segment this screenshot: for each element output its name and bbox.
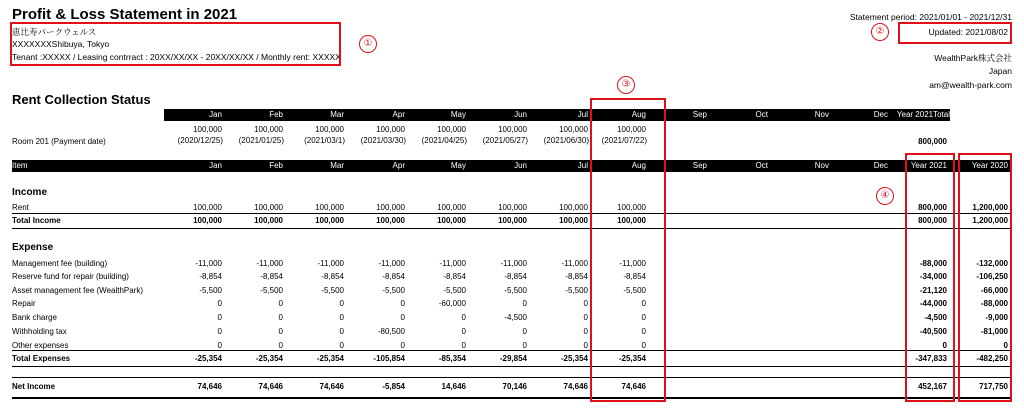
table-cell: -11,000 [619,259,646,268]
row-label: Net Income [12,382,56,391]
pl-month-header: Jun [514,161,527,170]
table-cell: 0 [641,341,646,350]
table-cell: 70,146 [502,382,527,391]
table-cell: 0 [461,313,466,322]
row-label: Reserve fund for repair (building) [12,272,129,281]
table-cell: -8,854 [321,272,344,281]
table-cell: 0 [217,313,222,322]
table-cell: 0 [339,299,344,308]
rent-month-header: Feb [269,110,283,119]
table-cell: 100,000 [315,203,344,212]
pl-month-header: Jul [577,161,588,170]
table-cell: 0 [278,299,283,308]
rent-month-header: Oct [755,110,768,119]
table-cell: -60,000 [438,299,466,308]
table-cell: 100,000 [193,203,222,212]
row-label: Asset management fee (WealthPark) [12,286,144,295]
year-2021-cell: -347,833 [915,354,947,363]
table-cell: -29,854 [499,354,527,363]
pl-month-header: Sep [692,161,707,170]
rent-amount: 100,000 [498,125,527,134]
table-cell: -11,000 [500,259,527,268]
table-cell: 0 [641,327,646,336]
annotation-marker-3: ③ [617,76,635,94]
annotation-marker-4: ④ [876,187,894,205]
table-cell: 0 [217,327,222,336]
year-2020-cell: -81,000 [980,327,1008,336]
table-cell: 100,000 [498,203,527,212]
table-cell: 0 [522,327,527,336]
rent-amount: 100,000 [559,125,588,134]
pl-month-header: Nov [814,161,829,170]
table-cell: 100,000 [315,216,344,225]
year-2020-cell: 0 [1003,341,1008,350]
table-cell: 0 [278,313,283,322]
divider [12,366,1010,367]
table-cell: -5,500 [321,286,344,295]
table-cell: 0 [217,341,222,350]
table-cell: 0 [339,327,344,336]
row-label: Repair [12,299,36,308]
table-cell: 74,646 [621,382,646,391]
table-cell: 100,000 [559,203,588,212]
table-cell: -11,000 [439,259,466,268]
table-cell: 0 [400,341,405,350]
table-cell: 0 [583,299,588,308]
rent-collection-title: Rent Collection Status [12,92,151,107]
table-cell: -25,354 [194,354,222,363]
rent-header-bar [164,109,950,121]
row-label: Rent [12,203,29,212]
rent-month-header: Jan [209,110,222,119]
table-cell: -11,000 [256,259,283,268]
payment-date: (2020/12/25) [177,136,223,145]
table-cell: 0 [583,341,588,350]
pl-month-header: Mar [330,161,344,170]
rent-month-header: Dec [873,110,888,119]
table-cell: 0 [583,327,588,336]
page-title: Profit & Loss Statement in 2021 [12,6,238,23]
pl-year-header: Year 2021 [910,161,947,170]
table-cell: 0 [461,341,466,350]
table-cell: 100,000 [559,216,588,225]
row-label: Withholding tax [12,327,67,336]
pl-header-bar [12,160,1012,172]
table-cell: 0 [400,299,405,308]
table-cell: 0 [339,341,344,350]
rent-amount: 100,000 [617,125,646,134]
rent-month-header: May [450,110,466,119]
divider [12,213,1010,214]
year-2021-cell: -88,000 [919,259,947,268]
company-email: am@wealth-park.com [929,80,1012,90]
table-cell: 0 [339,313,344,322]
year-2020-cell: 1,200,000 [972,203,1008,212]
table-cell: -25,354 [618,354,646,363]
rent-month-header: Aug [631,110,646,119]
annotation-box-4a [905,153,955,402]
year-2021-cell: -44,000 [919,299,947,308]
year-2020-cell: -132,000 [976,259,1008,268]
rent-month-header: Apr [392,110,405,119]
table-cell: -5,500 [504,286,527,295]
year-2020-cell: 1,200,000 [972,216,1008,225]
pl-month-header: Oct [755,161,768,170]
table-cell: -8,854 [443,272,466,281]
year-2021-cell: -34,000 [919,272,947,281]
row-label: Bank charge [12,313,57,322]
table-cell: -11,000 [317,259,344,268]
rent-total-header: Year 2021Total [896,110,950,119]
payment-date: (2021/01/25) [238,136,284,145]
table-cell: 0 [522,299,527,308]
rent-month-header: Nov [814,110,829,119]
table-cell: 0 [217,299,222,308]
row-label: Total Income [12,216,61,225]
table-cell: -5,500 [623,286,646,295]
table-cell: -11,000 [561,259,588,268]
annotation-marker-2: ② [871,23,889,41]
table-cell: -8,854 [565,272,588,281]
table-cell: 100,000 [376,216,405,225]
table-cell: 0 [522,341,527,350]
table-cell: -25,354 [255,354,283,363]
pl-year-header: Year 2020 [971,161,1008,170]
year-2021-cell: 452,167 [918,382,947,391]
pl-month-header: Dec [873,161,888,170]
rent-month-header: Mar [330,110,344,119]
property-address: XXXXXXXShibuya, Tokyo [12,39,110,49]
row-label: Total Expenses [12,354,71,363]
table-cell: -5,500 [443,286,466,295]
payment-date: (2021/05/27) [482,136,528,145]
table-cell: -5,500 [199,286,222,295]
table-cell: -5,500 [260,286,283,295]
table-cell: -11,000 [195,259,222,268]
company-country: Japan [988,66,1012,76]
year-2021-cell: 800,000 [918,216,947,225]
table-cell: -5,500 [565,286,588,295]
divider [12,228,1010,229]
statement-period: Statement period: 2021/01/01 - 2021/12/31 [849,12,1012,22]
room-label: Room 201 (Payment date) [12,137,106,146]
table-cell: -5,500 [382,286,405,295]
table-cell: 100,000 [617,203,646,212]
rent-month-header: Jul [577,110,588,119]
table-cell: -5,854 [382,382,405,391]
pl-month-header: Aug [631,161,646,170]
rent-amount: 100,000 [437,125,466,134]
company-name: WealthPark株式会社 [934,53,1012,63]
table-cell: 74,646 [258,382,283,391]
rent-amount: 100,000 [315,125,344,134]
annotation-box-1 [10,22,341,66]
table-cell: 0 [461,327,466,336]
table-cell: 100,000 [254,216,283,225]
rent-month-header: Sep [692,110,707,119]
table-cell: -25,354 [560,354,588,363]
table-cell: 14,646 [441,382,466,391]
payment-date: (2021/06/30) [543,136,589,145]
year-2021-cell: -21,120 [919,286,947,295]
table-cell: 100,000 [193,216,222,225]
table-cell: 74,646 [197,382,222,391]
table-cell: -8,854 [199,272,222,281]
table-cell: -105,854 [373,354,405,363]
income-section-title: Income [12,187,48,198]
rent-amount: 100,000 [254,125,283,134]
pl-month-header: Feb [269,161,283,170]
rent-total: 800,000 [918,137,947,146]
table-cell: 0 [641,313,646,322]
row-label: Other expenses [12,341,69,350]
table-cell: 100,000 [437,203,466,212]
year-2020-cell: -482,250 [976,354,1008,363]
annotation-box-4b [958,153,1012,402]
year-2020-cell: -66,000 [980,286,1008,295]
expense-section-title: Expense [12,242,54,253]
property-name: 恵比寿パークウェルス [12,27,97,37]
table-cell: 100,000 [498,216,527,225]
table-cell: -11,000 [378,259,405,268]
table-cell: 100,000 [376,203,405,212]
table-cell: 0 [641,299,646,308]
pl-month-header: Apr [392,161,405,170]
rent-month-header: Jun [514,110,527,119]
table-cell: 0 [583,313,588,322]
table-cell: -4,500 [504,313,527,322]
divider [12,350,1010,351]
table-cell: 74,646 [319,382,344,391]
payment-date: (2021/07/22) [601,136,647,145]
table-cell: -85,354 [438,354,466,363]
payment-date: (2021/03/30) [360,136,406,145]
row-label: Management fee (building) [12,259,108,268]
table-cell: 74,646 [563,382,588,391]
payment-date: (2021/04/25) [421,136,467,145]
annotation-box-3 [590,98,666,402]
divider [12,377,1010,378]
pl-month-header: May [450,161,466,170]
table-cell: 0 [278,341,283,350]
tenant-info: Tenant :XXXXX / Leasing contrract : 20XX/XX/XX - 20XX/XX/XX / Monthly rent: XXXXX [12,52,341,62]
table-cell: -80,500 [377,327,405,336]
updated-date: Updated: 2021/08/02 [928,27,1008,37]
table-cell: -25,354 [316,354,344,363]
rent-amount: 100,000 [376,125,405,134]
table-cell: 100,000 [254,203,283,212]
year-2021-cell: -40,500 [919,327,947,336]
table-cell: 0 [278,327,283,336]
year-2020-cell: -9,000 [985,313,1008,322]
payment-date: (2021/03/1) [304,136,345,145]
table-cell: -8,854 [623,272,646,281]
annotation-box-2 [898,22,1012,44]
table-cell: -8,854 [504,272,527,281]
table-cell: -8,854 [260,272,283,281]
year-2020-cell: -88,000 [980,299,1008,308]
table-cell: -8,854 [382,272,405,281]
table-cell: 0 [400,313,405,322]
rent-amount: 100,000 [193,125,222,134]
annotation-marker-1: ① [359,35,377,53]
year-2021-cell: 800,000 [918,203,947,212]
item-header: Item [12,161,28,170]
year-2021-cell: 0 [942,341,947,350]
divider [12,397,1010,399]
year-2020-cell: 717,750 [979,382,1008,391]
year-2020-cell: -106,250 [976,272,1008,281]
table-cell: 100,000 [437,216,466,225]
year-2021-cell: -4,500 [924,313,947,322]
pl-month-header: Jan [209,161,222,170]
table-cell: 100,000 [617,216,646,225]
